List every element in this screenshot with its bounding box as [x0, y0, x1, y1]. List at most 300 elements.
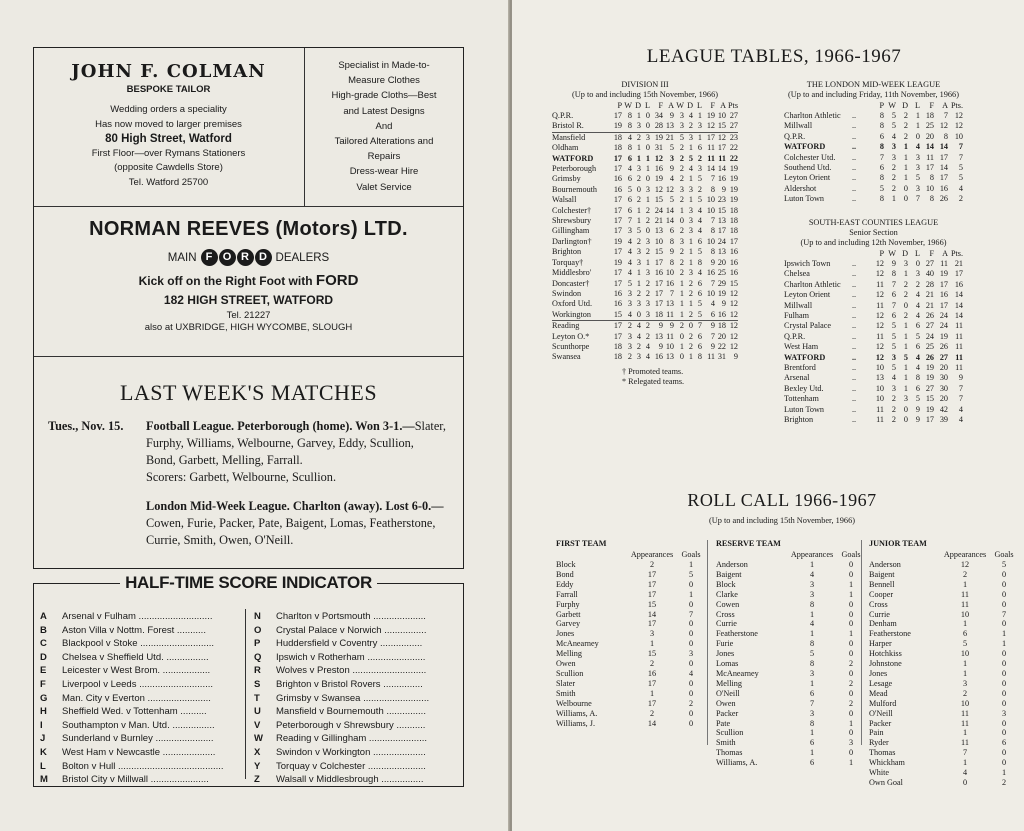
stat-cell: 5	[697, 247, 702, 257]
stat-cell: 26	[939, 194, 948, 204]
player-goals: 7	[688, 609, 694, 619]
stat-cell: 1	[679, 278, 684, 288]
team-name: Q.P.R.	[552, 111, 574, 120]
stat-cell: 5	[915, 394, 920, 404]
team-name: Swansea	[552, 352, 581, 362]
div3-notes	[552, 367, 738, 388]
player-goals: 0	[1001, 688, 1007, 698]
player-goals: 0	[848, 708, 854, 718]
stat-cell: 2	[688, 331, 693, 341]
stat-cell: 16	[939, 290, 948, 300]
player-appearances: 15	[647, 599, 657, 609]
stat-cell: 6	[697, 236, 702, 246]
halftime-row	[254, 732, 459, 746]
halftime-row	[40, 651, 245, 665]
stat-cell: 5	[915, 331, 920, 341]
player-name: Eddy	[556, 579, 574, 589]
roll-call-title: ROLL CALL 1966-1967	[687, 490, 877, 510]
stat-cell: 0	[636, 184, 641, 194]
stat-cell: 19	[939, 269, 948, 279]
table-row	[552, 321, 738, 332]
stat-cell: 2	[645, 288, 650, 298]
roll-row	[869, 689, 1017, 699]
stat-cell: 15	[717, 205, 726, 215]
roll-row	[716, 639, 864, 649]
leader-dots: ..	[852, 173, 857, 183]
stat-cell: 42	[939, 404, 948, 414]
player-appearances: 1	[809, 678, 815, 688]
player-goals: 1	[848, 589, 854, 599]
stat-cell: 13	[665, 299, 674, 309]
colman-line: 80 High Street, Watford	[105, 133, 232, 146]
ford-letter: F	[201, 249, 218, 266]
player-name: Currie	[716, 619, 737, 629]
player-appearances: 3	[809, 708, 815, 718]
stat-cell: 4	[958, 404, 963, 414]
stat-cell: 18	[729, 226, 738, 236]
player-goals: 0	[688, 659, 694, 669]
stat-cell: 0	[903, 300, 908, 310]
stat-cell: 4	[622, 132, 632, 143]
stat-cell: 5	[958, 173, 963, 183]
team-name: Mansfield	[552, 132, 608, 143]
stat-cell: 9	[891, 259, 896, 268]
stat-cell: 2	[636, 341, 641, 351]
stat-cell: 14	[954, 300, 963, 310]
stat-cell: 7	[710, 174, 715, 184]
stat-cell: 3	[915, 163, 920, 173]
south-east-table	[784, 218, 963, 426]
match-scorers: Scorers: Garbett, Welbourne, Scullion.	[146, 470, 337, 484]
player-appearances: 8	[809, 599, 815, 609]
stat-cell: 3	[645, 268, 650, 278]
stat-cell: 7	[710, 331, 715, 341]
roll-row	[556, 580, 704, 590]
stat-cell: 2	[636, 288, 641, 298]
reeves-address: 182 HIGH STREET, WATFORD	[163, 293, 334, 307]
stat-cell: 3	[915, 183, 920, 193]
stat-cell: 13	[654, 331, 663, 341]
player-appearances: 5	[962, 639, 968, 649]
leader-dots: ..	[852, 142, 857, 152]
stat-cell: 4	[669, 174, 674, 184]
leader-dots: ..	[852, 300, 857, 310]
team-name: Scunthorpe	[552, 341, 590, 351]
team-name: WATFORD	[784, 352, 826, 362]
halftime-letter: M	[40, 774, 48, 786]
table-row	[784, 363, 963, 373]
roll-title-row	[556, 538, 704, 549]
table-row	[552, 121, 738, 132]
player-goals: 0	[688, 678, 694, 688]
div3-grid	[552, 100, 738, 363]
header-cell: W	[888, 249, 896, 258]
player-name: Anderson	[716, 560, 748, 569]
stat-cell: 3	[627, 331, 632, 341]
stat-cell: 19	[729, 164, 738, 174]
stat-cell: 4	[697, 226, 702, 236]
roll-row	[869, 778, 1017, 788]
roll-row	[869, 629, 1017, 639]
london-midweek-table	[784, 80, 963, 205]
colman-line: Wedding orders a speciality	[110, 104, 227, 115]
stat-cell: 14	[954, 311, 963, 321]
table-row	[784, 415, 963, 425]
stat-cell: 12	[729, 331, 738, 341]
stat-cell: 11	[666, 309, 674, 319]
stat-cell: 12	[875, 269, 884, 279]
leader-dots: ..	[852, 311, 857, 321]
stat-cell: 8	[669, 257, 674, 267]
stat-cell: 9	[733, 352, 738, 362]
stat-cell: 12	[954, 121, 963, 131]
stat-cell: 1	[903, 142, 908, 152]
stat-cell: 5	[915, 173, 920, 183]
stat-cell: 21	[925, 300, 934, 310]
reserve-team-column	[716, 538, 864, 768]
table-row	[552, 206, 738, 216]
header-cell: W	[888, 101, 896, 110]
player-goals: 1	[848, 758, 854, 768]
stat-cell: 2	[679, 143, 684, 153]
header-team	[552, 100, 608, 111]
table-row	[784, 384, 963, 394]
stat-cell: 3	[627, 299, 632, 309]
stat-cell: 0	[645, 174, 650, 184]
player-name: Baigent	[716, 569, 742, 579]
stat-cell: 18	[925, 111, 934, 120]
table-row	[552, 247, 738, 257]
halftime-row	[254, 678, 459, 692]
header-cell: A	[720, 101, 726, 110]
stat-cell: 6	[669, 226, 674, 236]
team-name: Brighton	[552, 247, 582, 257]
match-lineup: Slater, Furphy, Williams, Welbourne, Garvey, Eddy, Scullion, Bond, Garbett, Melling, Farrall.	[146, 419, 446, 467]
stat-cell: 24	[654, 205, 663, 215]
player-appearances: 2	[649, 708, 655, 718]
stat-cell: 0	[645, 226, 650, 236]
stat-cell: 19	[939, 331, 948, 341]
team-title: RESERVE TEAM	[716, 539, 781, 548]
player-goals: 0	[1001, 619, 1007, 629]
table-row	[552, 185, 738, 195]
stat-cell: 22	[729, 143, 738, 153]
halftime-match: West Ham v Newcastle ....................	[62, 746, 216, 758]
header-cell: Pts.	[950, 101, 963, 110]
player-appearances: 6	[809, 758, 815, 768]
halftime-match: Crystal Palace v Norwich ................	[276, 624, 427, 636]
halftime-match: Leicester v West Brom. ..................	[62, 665, 211, 677]
player-name: Lomas	[716, 659, 739, 669]
stat-cell: 17	[613, 195, 622, 205]
stat-cell: 19	[729, 184, 738, 194]
halftime-row	[254, 773, 459, 787]
table-row	[784, 311, 963, 321]
halftime-row	[40, 732, 245, 746]
roll-row	[556, 719, 704, 729]
stat-cell: 3	[636, 299, 641, 309]
player-appearances: 11	[961, 589, 969, 599]
stat-cell: 1	[688, 195, 693, 205]
stat-cell: 17	[613, 153, 622, 163]
table-row	[784, 142, 963, 152]
stat-cell: 2	[645, 331, 650, 341]
specialist-line: Repairs	[367, 151, 401, 163]
kick-text: Kick off on the Right Foot with	[138, 274, 313, 288]
stat-cell: 15	[925, 394, 934, 404]
stat-cell: 3	[641, 132, 650, 143]
stat-cell: 2	[688, 341, 693, 351]
player-goals: 0	[688, 718, 694, 728]
stat-cell: 10	[706, 236, 715, 246]
stat-cell: 4	[958, 183, 963, 193]
player-appearances: 8	[809, 639, 815, 649]
roll-row	[556, 649, 704, 659]
team-name: Bexley Utd.	[784, 383, 824, 393]
junior-team-table	[869, 538, 1017, 788]
header-cell: L	[914, 249, 920, 258]
stat-cell: 1	[688, 174, 693, 184]
match-body	[146, 418, 446, 486]
stat-cell: 1	[688, 299, 693, 309]
roll-row	[869, 699, 1017, 709]
stat-cell: 17	[939, 152, 948, 162]
stat-cell: 9	[669, 164, 674, 174]
roll-row	[869, 659, 1017, 669]
player-goals: 0	[848, 599, 854, 609]
roll-row	[556, 669, 704, 679]
roll-row	[556, 570, 704, 580]
stat-cell: 3	[679, 121, 684, 131]
player-appearances: 1	[809, 629, 815, 639]
stat-cell: 1	[636, 111, 641, 120]
reeves-tel: Tel. 21227	[226, 310, 271, 321]
player-goals: 0	[1001, 649, 1007, 659]
stat-cell: 14	[665, 216, 674, 226]
halftime-letter: X	[254, 746, 261, 758]
team-name: Tottenham	[784, 394, 819, 404]
stat-cell: 6	[627, 174, 632, 184]
table-row	[552, 237, 738, 247]
halftime-match: Mansfield v Bournemouth ...............	[276, 706, 426, 718]
stat-cell: 4	[688, 164, 693, 174]
player-goals: 0	[1001, 569, 1007, 579]
player-appearances: 14	[647, 609, 657, 619]
stat-cell: 25	[717, 268, 726, 278]
stat-cell: 11	[707, 143, 715, 153]
player-appearances: 12	[960, 560, 970, 569]
divider	[245, 609, 246, 779]
stat-cell: 10	[706, 195, 715, 205]
roll-row	[716, 758, 864, 768]
stat-cell: 1	[903, 321, 908, 331]
player-name: Welbourne	[556, 698, 592, 708]
stat-cell: 16	[665, 278, 674, 288]
roll-row	[716, 689, 864, 699]
roll-row	[556, 689, 704, 699]
roll-row	[716, 570, 864, 580]
roll-row	[716, 709, 864, 719]
team-name: Millwall	[784, 121, 813, 131]
reeves-advert	[34, 208, 463, 356]
stat-cell: 19	[717, 288, 726, 298]
stat-cell: 17	[717, 226, 726, 236]
player-goals: 2	[688, 698, 694, 708]
stat-cell: 20	[717, 257, 726, 267]
stat-cell: 5	[674, 132, 684, 143]
stat-cell: 4	[915, 290, 920, 300]
stat-cell: 19	[925, 363, 934, 373]
header-cell: L	[696, 101, 702, 110]
roll-header-row	[556, 549, 704, 560]
table-row	[784, 163, 963, 173]
halftime-letter: K	[40, 746, 47, 758]
stat-cell: 0	[915, 131, 920, 141]
roll-row	[716, 580, 864, 590]
roll-row	[556, 560, 704, 570]
player-goals: 4	[688, 668, 694, 678]
stat-cell: 3	[891, 352, 896, 362]
table-row	[552, 226, 738, 236]
player-goals: 0	[1001, 579, 1007, 589]
divider	[707, 540, 708, 745]
team-name: Darlington†	[552, 236, 592, 246]
divider	[34, 356, 463, 357]
halftime-match: Southampton v Man. Utd. ................	[62, 719, 215, 731]
halftime-letter: I	[40, 719, 43, 731]
stat-cell: 11	[876, 300, 884, 310]
stat-cell: 9	[669, 111, 674, 120]
stat-cell: 3	[891, 383, 896, 393]
stat-cell: 17	[925, 163, 934, 173]
player-appearances: 6	[962, 629, 968, 639]
player-name: Owen	[556, 659, 576, 669]
halftime-match: Arsenal v Fulham ............................	[62, 611, 213, 622]
stat-cell: 1	[697, 111, 702, 120]
player-appearances: 1	[962, 758, 968, 768]
player-name: Currie	[869, 609, 890, 619]
halftime-row	[254, 692, 459, 706]
stat-cell: 4	[627, 309, 632, 319]
player-name: Slater	[556, 678, 576, 688]
roll-row	[869, 619, 1017, 629]
stat-cell: 3	[679, 236, 684, 246]
stat-cell: 12	[875, 352, 884, 362]
halftime-row	[40, 760, 245, 774]
player-goals: 1	[848, 629, 854, 639]
player-appearances: 16	[647, 668, 657, 678]
stat-cell: 2	[891, 163, 896, 173]
team-name: Chelsea	[784, 269, 810, 279]
stat-cell: 5	[669, 143, 674, 153]
halftime-match: Grimsby v Swansea .........................	[276, 692, 430, 704]
stat-cell: 16	[729, 257, 738, 267]
colman-specialist	[304, 48, 463, 206]
player-appearances: 17	[647, 678, 657, 688]
stat-cell: 17	[939, 173, 948, 183]
stat-cell: 28	[925, 279, 934, 289]
table-row	[784, 259, 963, 269]
stat-cell: 3	[645, 299, 650, 309]
stat-cell: 10	[925, 183, 934, 193]
stat-cell: 5	[891, 342, 896, 352]
table-row	[784, 405, 963, 415]
advert-box	[33, 47, 464, 569]
stat-cell: 16	[654, 164, 663, 174]
player-name: O'Neill	[869, 708, 893, 718]
stat-cell: 11	[926, 152, 934, 162]
stat-cell: 6	[879, 163, 884, 173]
stat-cell: 22	[717, 341, 726, 351]
stat-cell: 6	[697, 341, 702, 351]
stat-cell: 3	[645, 236, 650, 246]
header-cell: A	[942, 249, 948, 258]
player-goals: 0	[848, 560, 854, 569]
halftime-row	[254, 746, 459, 760]
stat-cell: 3	[903, 394, 908, 404]
stat-cell: 5	[636, 226, 641, 236]
roll-row	[869, 709, 1017, 719]
stat-cell: 9	[915, 415, 920, 425]
header-cell: P	[617, 101, 622, 110]
stat-cell: 24	[717, 236, 726, 246]
table-row	[784, 153, 963, 163]
team-name: Torquay†	[552, 257, 584, 267]
roll-row	[716, 719, 864, 729]
stat-cell: 11	[707, 153, 715, 163]
player-name: Williams, A.	[556, 708, 598, 718]
halftime-row	[254, 624, 459, 638]
stat-cell: 3	[645, 184, 650, 194]
stat-cell: 12	[654, 153, 663, 163]
table-header-row	[552, 100, 738, 111]
player-appearances: 15	[647, 649, 657, 659]
stat-cell: 16	[706, 268, 715, 278]
stat-cell: 16	[613, 288, 622, 298]
team-name: Bristol R.	[552, 121, 584, 131]
player-goals: 3	[848, 738, 854, 748]
specialist-line: And	[375, 120, 393, 132]
roll-row	[716, 699, 864, 709]
stat-cell: 2	[697, 153, 702, 163]
player-appearances: 4	[809, 619, 815, 629]
player-name: Smith	[556, 688, 576, 698]
player-appearances: 3	[649, 629, 655, 639]
team-name: Q.P.R.	[784, 131, 806, 141]
reeves-also: also at UXBRIDGE, HIGH WYCOMBE, SLOUGH	[144, 322, 353, 333]
stat-cell: 9	[721, 184, 726, 194]
player-appearances: 10	[960, 698, 970, 708]
roll-row	[556, 629, 704, 639]
halftime-match: Torquay v Colchester ......................	[276, 760, 426, 772]
halftime-match: Sunderland v Burnley ......................	[62, 733, 214, 745]
match-lineup: Cowen, Furie, Packer, Pate, Baigent, Lomas, Featherstone, Currie, Smith, Owen, O'Neill.	[146, 516, 436, 547]
stat-cell: 16	[717, 309, 726, 319]
stat-cell: 6	[915, 383, 920, 393]
halftime-row	[254, 610, 459, 624]
stat-cell: 1	[679, 299, 684, 309]
stat-cell: 1	[903, 331, 908, 341]
player-name: Whickham	[869, 758, 905, 768]
roll-header-row	[869, 549, 1017, 560]
stat-cell: 1	[688, 236, 693, 246]
table-row	[552, 174, 738, 184]
stat-cell: 7	[958, 394, 963, 404]
stat-cell: 4	[645, 341, 650, 351]
stat-cell: 10	[665, 341, 674, 351]
specialist-line: Specialist in Made-to-	[338, 60, 430, 71]
player-name: Farrall	[556, 589, 578, 599]
